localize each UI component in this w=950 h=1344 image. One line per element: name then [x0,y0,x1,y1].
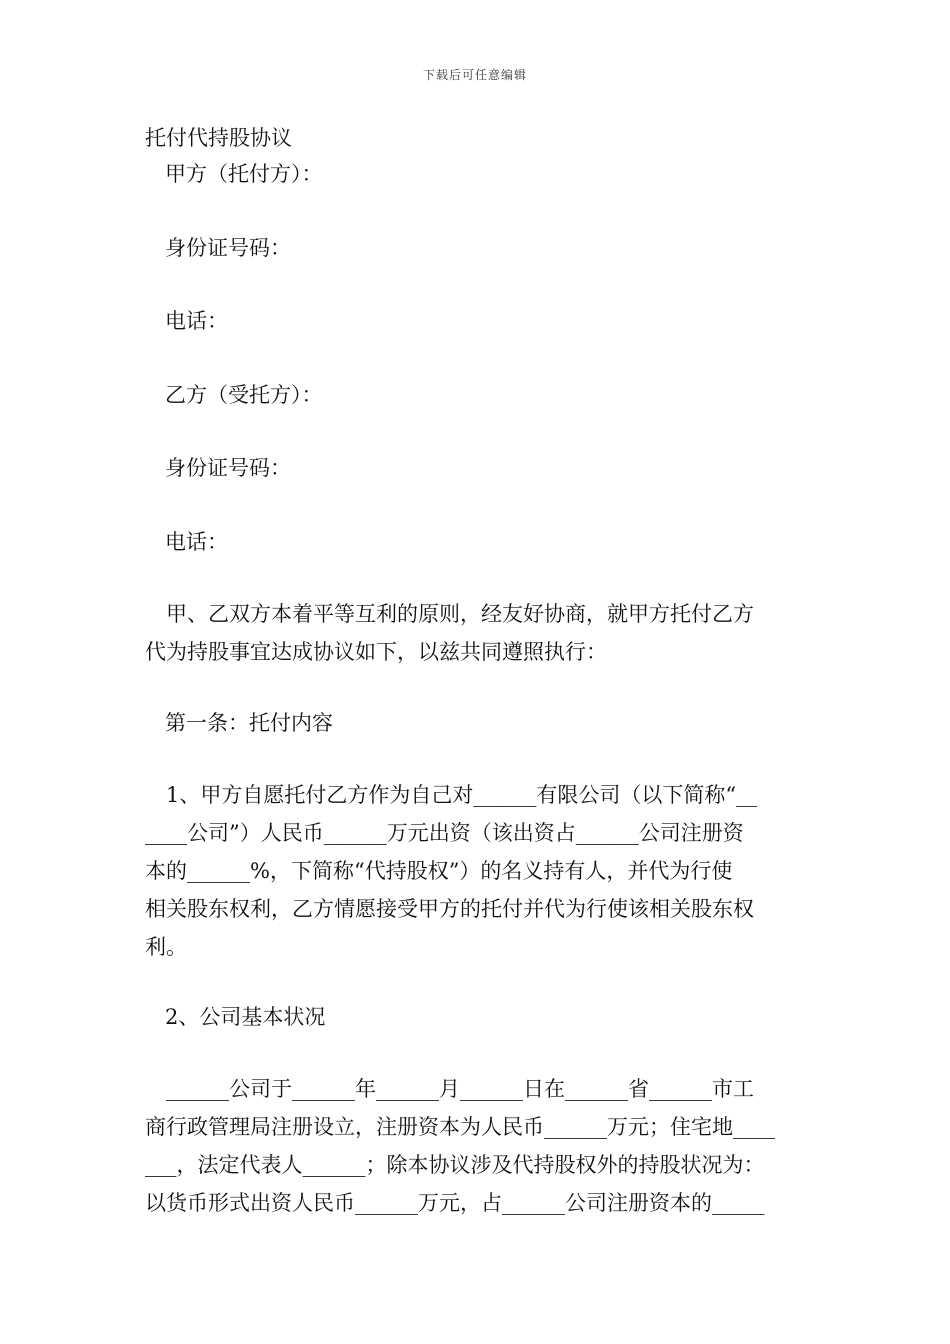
party-b-label: 乙方（受托方）： [165,383,323,407]
preamble-line: 甲、乙双方本着平等互利的原则，经友好协商，就甲方托付乙方 [145,602,754,626]
preamble-paragraph [145,595,815,671]
clause2-paragraph [145,1070,815,1222]
clause2-line: 商行政管理局注册设立，注册资本为人民币______万元；住宅地____ [145,1115,775,1139]
clause1-line: 相关股东权利，乙方情愿接受甲方的托付并代为行使该相关股东权 [145,897,754,921]
document-title: 托付代持股协议 [145,126,292,150]
clause2-line: ___，法定代表人______；除本协议涉及代持股权外的持股状况为： [145,1153,765,1177]
clause1-line: ____公司”）人民币______万元出资（该出资占______公司注册资 [145,821,744,845]
clause2-heading: 2、公司基本状况 [165,1005,326,1029]
clause1-paragraph [145,776,815,966]
clause2-line: 以货币形式出资人民币______万元，占______公司注册资本的_____ [145,1191,765,1215]
party-a-phone-label: 电话： [165,309,228,333]
clause1-line: 1、甲方自愿托付乙方作为自己对______有限公司（以下简称“__ [145,783,758,807]
party-b-phone-label: 电话： [165,530,228,554]
party-b-id-label: 身份证号码： [165,456,291,480]
clause2-line: ______公司于______年______月______日在______省______市工 [145,1077,754,1101]
article1-heading: 第一条：托付内容 [165,711,333,735]
preamble-line: 代为持股事宜达成协议如下，以兹共同遵照执行： [145,640,607,664]
header-note: 下载后可任意编辑 [422,68,527,82]
clause1-line: 利。 [145,935,187,959]
party-a-label: 甲方（托付方）： [165,162,323,186]
clause1-line: 本的______%，下简称“代持股权”）的名义持有人，并代为行使 [145,859,733,883]
party-a-id-label: 身份证号码： [165,236,291,260]
